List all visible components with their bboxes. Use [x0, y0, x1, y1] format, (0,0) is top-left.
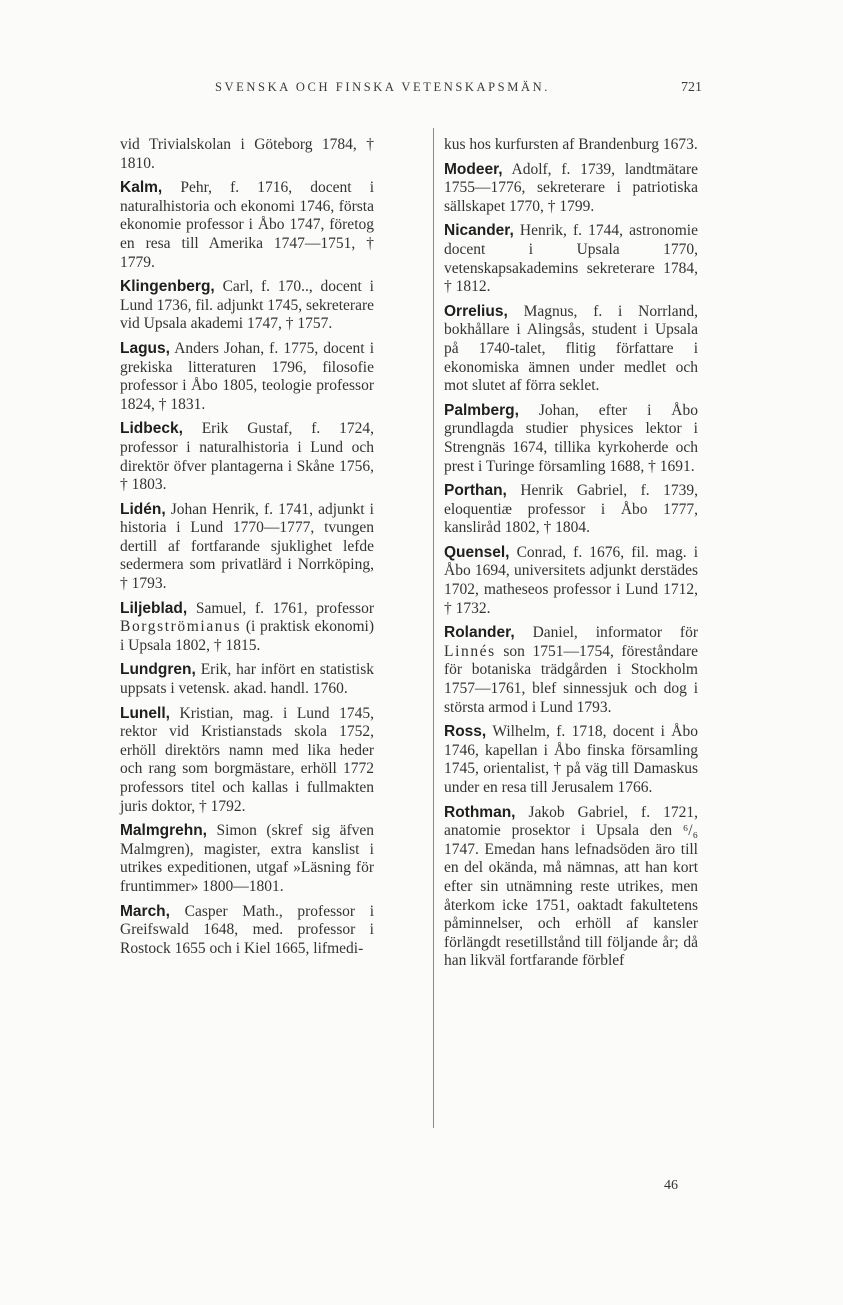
entry-name: Porthan,	[444, 482, 507, 500]
biography-entry	[444, 624, 698, 717]
biography-entry	[120, 501, 374, 594]
entry-text: Adolf, f. 1739, landtmätare 1755—1776, sekreterare i patriotiska sällskapet 1770, † 1799.	[444, 160, 698, 215]
entry-text: Samuel, f. 1761, professor	[187, 599, 374, 617]
entry-text: Johan Henrik, f. 1741, adjunkt i historia i Lund 1770—1777, tvungen dertill af fortfarande sjuklighet lefde sedermera som privatlärd i Norrköping, † 1793.	[120, 500, 374, 593]
entry-text: Kristian, mag. i Lund 1745, rektor vid Kristianstads skola 1752, erhöll direktörs namn med lika heder och rang som borgmästare, erhöll 1772 professors titel och kallas i fullmakten juris doktor, † 1792.	[120, 704, 374, 815]
biography-entry	[444, 161, 698, 217]
column-divider	[433, 128, 434, 1128]
entry-text: Carl, f. 170.., docent i Lund 1736, fil. adjunkt 1745, sekreterare vid Upsala akademi 1747, † 1757.	[120, 278, 374, 333]
entry-text: son 1751—1754, föreståndare för botaniska trädgården i Stockholm 1757—1761, blef sinnessjuk och dog i största armod i Lund 1793.	[444, 642, 698, 716]
entry-name: Modeer,	[444, 160, 503, 178]
entry-text: Erik Gustaf, f. 1724, professor i naturalhistoria i Lund och direktör öfver plantagerna i Skåne 1756, † 1803.	[120, 420, 374, 494]
biography-entry	[120, 903, 374, 959]
entry-name: March,	[120, 902, 170, 920]
biography-entry	[444, 544, 698, 618]
entry-text: Casper Math., professor i Greifswald 1648, med. professor i Rostock 1655 och i Kiel 1665, lifmedi-	[120, 902, 374, 957]
entry-name: Ross,	[444, 723, 487, 741]
entry-name: Lundgren,	[120, 661, 196, 679]
biography-entry	[120, 600, 374, 656]
entry-name: Lunell,	[120, 704, 170, 722]
entry-text: Daniel, informator för	[514, 624, 698, 642]
entry-name: Liljeblad,	[120, 599, 188, 617]
entry-text: Henrik Gabriel, f. 1739, eloquentiæ professor i Åbo 1777, kansliråd 1802, † 1804.	[444, 482, 698, 537]
entry-text: Magnus, f. i Norrland, bokhållare i Alingsås, student i Upsala på 1740-talet, flitig författare i ekonomiska ämnen under medlet och mot slutet af förra seklet.	[444, 302, 698, 395]
entry-text: Anders Johan, f. 1775, docent i grekiska litteraturen 1796, filosofie professor i Åbo 1805, teologie professor 1824, † 1831.	[120, 339, 374, 413]
spaced-name: Borgströmianus	[120, 618, 242, 636]
biography-entry	[120, 420, 374, 494]
biography-entry	[444, 222, 698, 296]
biography-entry	[120, 661, 374, 698]
entry-text: Jakob Gabriel, f. 1721, anatomie prosektor i Upsala den ⁶/₆ 1747. Emedan hans lefnadsöden äro till en del okända, må nämnas, att han kort efter sin utnämning reste utrikes, men återkom icke 1751, oaktadt fakultetens påminnelser, och erhöll af kansler förlängdt resetillstånd till följande år; då han likväl fortfarande förblef	[444, 803, 698, 970]
biography-entry	[120, 822, 374, 896]
biography-entry	[444, 402, 698, 476]
biography-entry	[120, 705, 374, 817]
entry-text: Simon (skref sig äfven Malmgren), magister, extra kanslist i utrikes expeditionen, utgaf »Läsning för fruntimmer» 1800—1801.	[120, 822, 374, 895]
biography-entry	[444, 482, 698, 538]
spaced-name: Linnés	[444, 642, 496, 660]
entry-name: Malmgrehn,	[120, 822, 207, 840]
continuation-text: kus hos kurfursten af Brandenburg 1673.	[444, 136, 698, 153]
entry-name: Lidén,	[120, 500, 166, 518]
entry-name: Rolander,	[444, 624, 515, 642]
entry-name: Lagus,	[120, 339, 170, 357]
signature-number: 46	[664, 1178, 678, 1193]
entry-name: Palmberg,	[444, 401, 519, 419]
page-number: 721	[681, 80, 702, 95]
entry-name: Orrelius,	[444, 302, 508, 320]
biography-entry	[444, 723, 698, 797]
entry-text: Erik, har infört en statistisk uppsats i vetensk. akad. handl. 1760.	[120, 661, 374, 698]
entry-text: Conrad, f. 1676, fil. mag. i Åbo 1694, universitets adjunkt derstädes 1702, matheseos professor i Lund 1712, † 1732.	[444, 543, 698, 617]
entry-name: Lidbeck,	[120, 420, 183, 438]
biography-entry	[444, 804, 698, 971]
entry-text: Pehr, f. 1716, docent i naturalhistoria och ekonomi 1746, första ekonomie professor i Åbo 1747, företog en resa till Amerika 1747—1751, † 1779.	[120, 179, 374, 271]
entry-text: Johan, efter i Åbo grundlagda studier physices lektor i Strengnäs 1674, tillika kyrkoherde och prest i Turinge församling 1688, † 1691.	[444, 401, 698, 475]
entry-name: Nicander,	[444, 222, 514, 240]
right-column	[444, 136, 698, 977]
page-header	[120, 80, 702, 100]
biography-entry	[444, 303, 698, 396]
continuation-text: vid Trivialskolan i Göteborg 1784, † 1810.	[120, 136, 374, 172]
entry-text: Wilhelm, f. 1718, docent i Åbo 1746, kapellan i Åbo finska församling 1745, orientalist, † på väg till Damaskus under en resa till Jerusalem 1766.	[444, 723, 698, 796]
entry-name: Klingenberg,	[120, 278, 215, 296]
entry-name: Kalm,	[120, 179, 163, 197]
running-head: SVENSKA OCH FINSKA VETENSKAPSMÄN.	[215, 80, 550, 94]
biography-entry	[120, 179, 374, 272]
entry-text: (i praktisk ekonomi) i Upsala 1802, † 1815.	[120, 618, 374, 654]
entry-name: Rothman,	[444, 803, 516, 821]
biography-entry	[120, 278, 374, 334]
entry-text: Henrik, f. 1744, astronomie docent i Upsala 1770, vetenskapsakademins sekreterare 1784, † 1812.	[444, 222, 698, 296]
left-column	[120, 136, 374, 964]
biography-entry	[120, 340, 374, 414]
entry-name: Quensel,	[444, 543, 510, 561]
